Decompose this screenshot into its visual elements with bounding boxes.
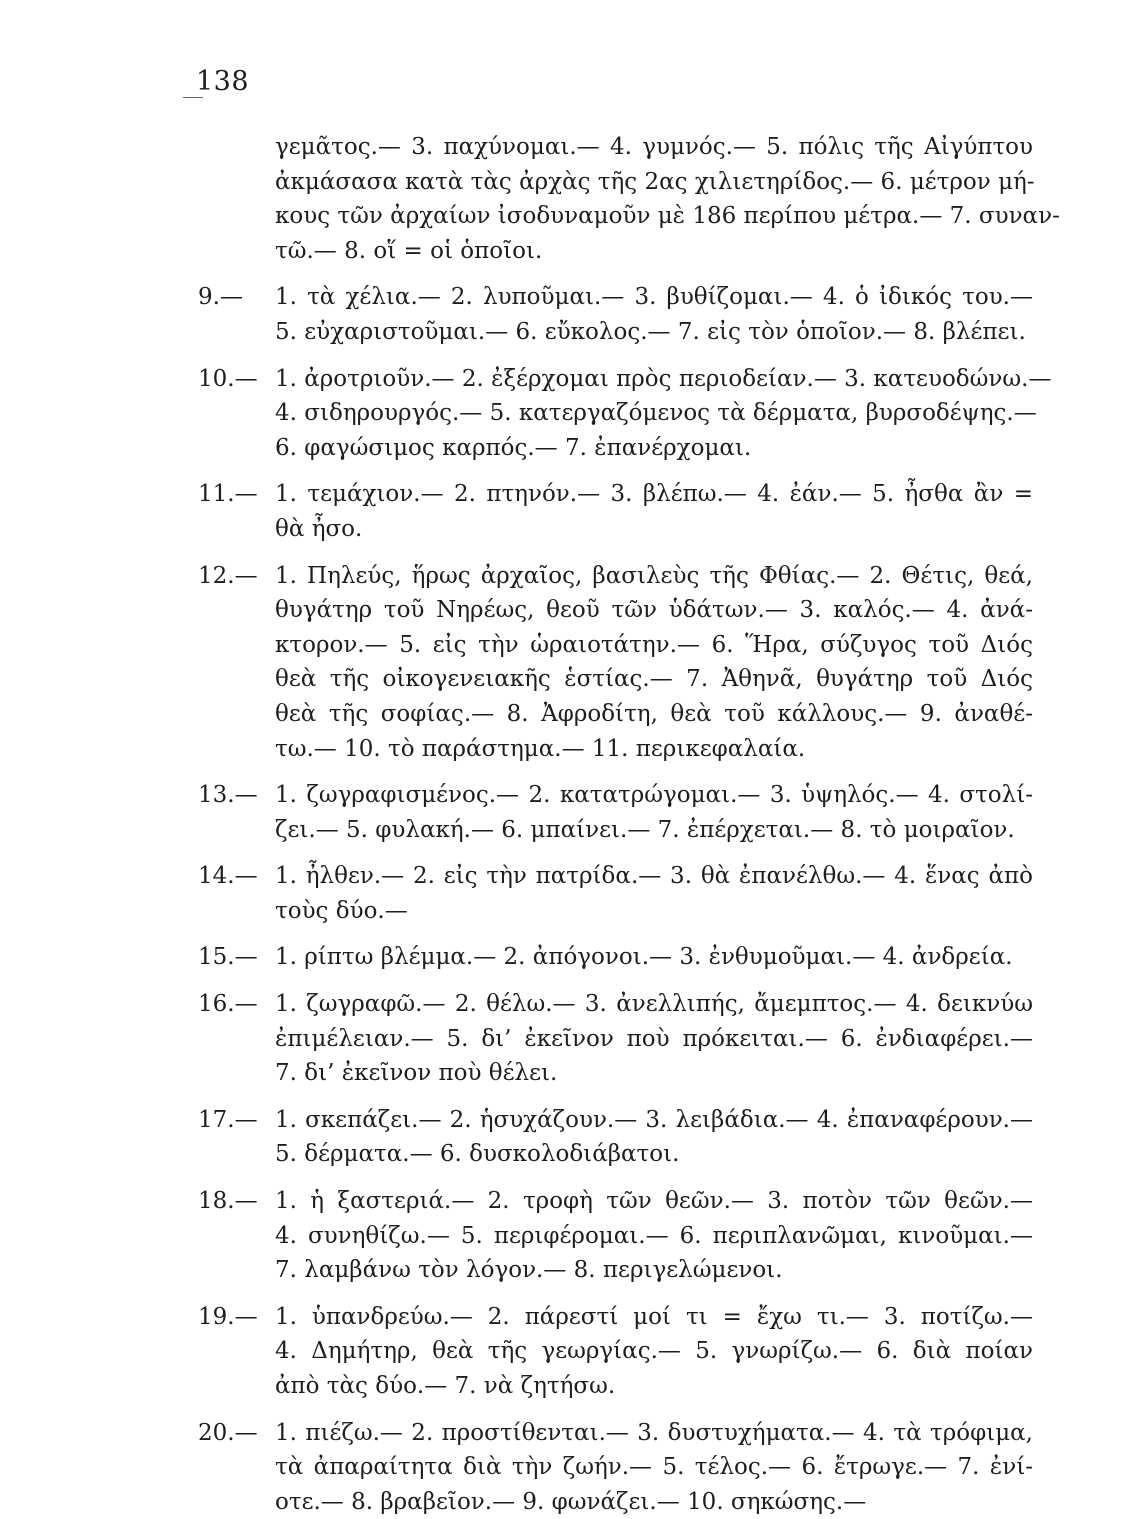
entry-text: 5. εὐχαριστοῦμαι.— 6. εὔκολος.— 7. εἰς τὸν ὁποῖον.— 8. βλέπει. <box>275 318 1026 345</box>
entry-number: 16.— <box>198 991 258 1018</box>
glossary-line <box>198 280 1038 315</box>
entry-text: 1. ἡ ξαστεριά.— 2. τροφὴ τῶν θεῶν.— 3. ποτὸν τῶν θεῶν.— <box>275 1188 1033 1215</box>
entry-number: 9.— <box>198 284 243 311</box>
entry-text: θυγάτηρ τοῦ Νηρέως, θεοῦ τῶν ὑδάτων.— 3. καλός.— 4. ἀνά- <box>275 597 1033 624</box>
entry-text: οτε.— 8. βραβεῖον.— 9. φωνάζει.— 10. σηκώσης.— <box>275 1488 867 1515</box>
glossary-line <box>198 512 1038 547</box>
glossary-line <box>198 165 1038 200</box>
entry-text: 6. φαγώσιμος καρπός.— 7. ἐπανέρχομαι. <box>275 434 752 461</box>
glossary-line <box>198 477 1038 512</box>
glossary-line <box>198 199 1060 234</box>
glossary-line <box>198 1022 1038 1057</box>
entry-number: 12.— <box>198 562 258 589</box>
entry-text: γεμᾶτος.— 3. παχύνομαι.— 4. γυμνός.— 5. πόλις τῆς Αἰγύπτου <box>275 134 1033 160</box>
glossary-line <box>198 894 1038 929</box>
entry-text: τω.— 10. τὸ παράστημα.— 11. περικεφαλαία. <box>275 735 806 762</box>
glossary-line <box>198 1056 1038 1091</box>
entry-text: 1. ρίπτω βλέμμα.— 2. ἀπόγονοι.— 3. ἐνθυμοῦμαι.— 4. ἀνδρεία. <box>275 944 1013 971</box>
glossary-list <box>198 130 1060 1519</box>
entry-text: 1. ἀροτριοῦν.— 2. ἐξέρχομαι πρὸς περιοδείαν.— 3. κατευοδώνω.— <box>275 365 1052 392</box>
glossary-line <box>198 732 1038 767</box>
entry-number: 19.— <box>198 1303 258 1330</box>
glossary-line <box>198 1485 1038 1519</box>
glossary-line <box>198 130 1038 165</box>
glossary-line <box>198 1184 1038 1219</box>
entry-text: θὰ ἦσο. <box>275 515 363 542</box>
entry-text: θεὰ τῆς σοφίας.— 8. Ἀφροδίτη, θεὰ τοῦ κάλλους.— 9. ἀναθέ- <box>275 700 1033 727</box>
glossary-line <box>198 1369 1038 1404</box>
entry-text: 1. τεμάχιον.— 2. πτηνόν.— 3. βλέπω.— 4. ἐάν.— 5. ἦσθα ἂν = <box>275 481 1033 508</box>
page-number-rule <box>183 97 203 98</box>
glossary-line <box>198 1334 1038 1369</box>
glossary-line <box>198 813 1038 848</box>
glossary-line <box>198 940 1038 975</box>
glossary-line <box>198 1300 1038 1335</box>
entry-text: 1. σκεπάζει.— 2. ἡσυχάζουν.— 3. λειβάδια.— 4. ἐπαναφέρουν.— <box>275 1106 1033 1133</box>
glossary-line <box>198 628 1038 663</box>
glossary-line <box>198 431 1038 466</box>
glossary-line <box>198 593 1038 628</box>
glossary-line <box>198 987 1038 1022</box>
entry-number: 10.— <box>198 365 258 392</box>
entry-text: 5. δέρματα.— 6. δυσκολοδιάβατοι. <box>275 1141 680 1168</box>
entry-text: τῶ.— 8. οἵ = οἱ ὁποῖοι. <box>275 237 543 264</box>
entry-number: 11.— <box>198 481 258 508</box>
glossary-line <box>198 662 1038 697</box>
glossary-line <box>198 1219 1038 1254</box>
entry-text: κτορον.— 5. εἰς τὴν ὡραιοτάτην.— 6. Ἥρα, σύζυγος τοῦ Διός <box>275 631 1033 658</box>
entry-text: 1. ὑπανδρεύω.— 2. πάρεστί μοί τι = ἔχω τι.— 3. ποτίζω.— <box>275 1303 1033 1330</box>
glossary-line <box>198 859 1038 894</box>
glossary-line <box>198 1253 1038 1288</box>
glossary-line <box>198 697 1038 732</box>
entry-text: 1. ζωγραφισμένος.— 2. κατατρώγομαι.— 3. ὑψηλός.— 4. στολί- <box>275 782 1033 809</box>
entry-text: 4. συνηθίζω.— 5. περιφέρομαι.— 6. περιπλανῶμαι, κινοῦμαι.— <box>275 1222 1033 1249</box>
glossary-line <box>198 234 1038 269</box>
entry-text: ἐπιμέλειαν.— 5. δι’ ἐκεῖνον ποὺ πρόκειται.— 6. ἐνδιαφέρει.— <box>275 1025 1033 1052</box>
entry-number: 15.— <box>198 944 258 971</box>
entry-text: 1. Πηλεύς, ἥρως ἀρχαῖος, βασιλεὺς τῆς Φθίας.— 2. Θέτις, θεά, <box>275 562 1033 589</box>
entry-text: 7. δι’ ἐκεῖνον ποὺ θέλει. <box>275 1060 558 1087</box>
entry-text: 1. ζωγραφῶ.— 2. θέλω.— 3. ἀνελλιπής, ἄμεμπτος.— 4. δεικνύω <box>275 991 1033 1018</box>
glossary-line <box>198 778 1038 813</box>
glossary-line <box>198 1137 1038 1172</box>
entry-number: 20.— <box>198 1419 258 1446</box>
entry-text: ἀκμάσασα κατὰ τὰς ἀρχὰς τῆς 2ας χιλιετηρίδος.— 6. μέτρον μή- <box>275 168 1035 195</box>
entry-number: 17.— <box>198 1106 258 1133</box>
glossary-line <box>198 1103 1038 1138</box>
glossary-line <box>198 315 1038 350</box>
entry-text: 1. τὰ χέλια.— 2. λυποῦμαι.— 3. βυθίζομαι.— 4. ὁ ἰδικός του.— <box>275 284 1033 311</box>
entry-text: ἀπὸ τὰς δύο.— 7. νὰ ζητήσω. <box>275 1373 616 1399</box>
entry-number: 18.— <box>198 1188 258 1215</box>
glossary-line <box>198 559 1038 594</box>
entry-text: θεὰ τῆς οἰκογενειακῆς ἑστίας.— 7. Ἀθηνᾶ, θυγάτηρ τοῦ Διός <box>275 666 1033 693</box>
entry-text: 1. πιέζω.— 2. προστίθενται.— 3. δυστυχήματα.— 4. τὰ τρόφιμα, <box>275 1419 1033 1446</box>
entry-number: 13.— <box>198 782 258 809</box>
glossary-line <box>198 396 1038 431</box>
glossary-line <box>198 362 1052 397</box>
entry-text: ζει.— 5. φυλακή.— 6. μπαίνει.— 7. ἐπέρχεται.— 8. τὸ μοιραῖον. <box>275 816 1015 843</box>
entry-text: 4. Δημήτηρ, θεὰ τῆς γεωργίας.— 5. γνωρίζω.— 6. διὰ ποίαν <box>275 1338 1033 1365</box>
entry-text: 7. λαμβάνω τὸν λόγον.— 8. περιγελώμενοι. <box>275 1257 783 1284</box>
entry-text: τοὺς δύο.— <box>275 897 408 924</box>
glossary-line <box>198 1450 1038 1485</box>
entry-number: 14.— <box>198 863 258 890</box>
entry-text: κους τῶν ἀρχαίων ἰσοδυναμοῦν μὲ 186 περίπου μέτρα.— 7. συναν- <box>275 203 1060 230</box>
entry-text: 1. ἦλθεν.— 2. εἰς τὴν πατρίδα.— 3. θὰ ἐπανέλθω.— 4. ἕνας ἀπὸ <box>275 863 1033 890</box>
entry-text: 4. σιδηρουργός.— 5. κατεργαζόμενος τὰ δέρματα, βυρσοδέψης.— <box>275 400 1037 427</box>
glossary-line <box>198 1416 1038 1451</box>
page-number: 138 <box>196 66 250 97</box>
entry-text: τὰ ἀπαραίτητα διὰ τὴν ζωήν.— 5. τέλος.— 6. ἔτρωγε.— 7. ἐνί- <box>275 1454 1033 1481</box>
